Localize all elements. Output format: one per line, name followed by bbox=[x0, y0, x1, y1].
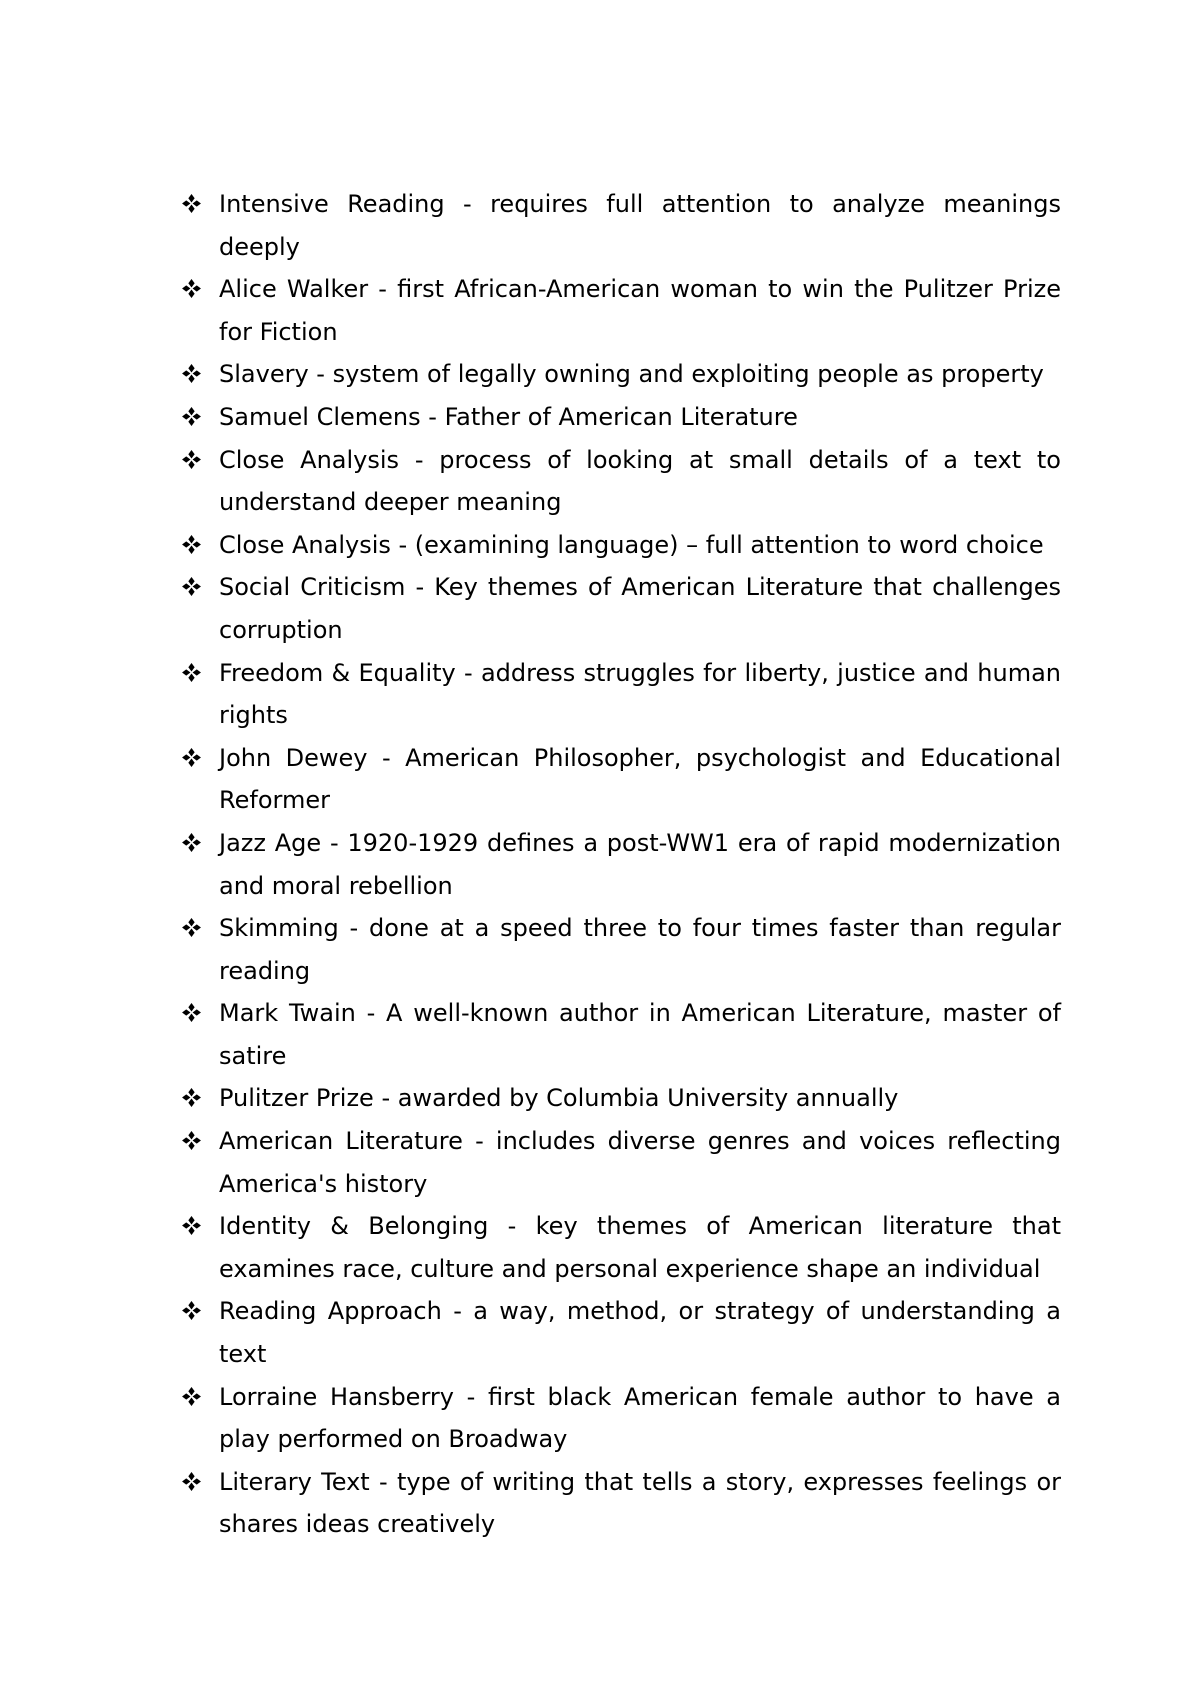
list-item bbox=[181, 1461, 1061, 1546]
list-item bbox=[181, 396, 1061, 439]
note-text: John Dewey - American Philosopher, psychologist and Educational Reformer bbox=[219, 743, 1061, 815]
note-text: Lorraine Hansberry - first black American female author to have a play performed on Broadway bbox=[219, 1382, 1061, 1454]
note-text: Social Criticism - Key themes of American Literature that challenges corruption bbox=[219, 573, 1061, 644]
note-text: Close Analysis - process of looking at small details of a text to understand deeper meaning bbox=[219, 445, 1061, 517]
note-text: Alice Walker - first African-American woman to win the Pulitzer Prize for Fiction bbox=[219, 275, 1061, 346]
four-diamond-bullet-icon bbox=[181, 917, 202, 938]
note-text: Samuel Clemens - Father of American Literature bbox=[219, 402, 798, 431]
note-text: Literary Text - type of writing that tells a story, expresses feelings or shares ideas creatively bbox=[219, 1467, 1061, 1539]
list-item bbox=[181, 1120, 1061, 1205]
four-diamond-bullet-icon bbox=[181, 193, 202, 214]
list-item bbox=[181, 1205, 1061, 1290]
note-text: Identity & Belonging - key themes of American literature that examines race, culture and personal experience shape an individual bbox=[219, 1212, 1061, 1283]
list-item bbox=[181, 652, 1061, 737]
four-diamond-bullet-icon bbox=[181, 1130, 202, 1151]
four-diamond-bullet-icon bbox=[181, 1002, 202, 1023]
four-diamond-bullet-icon bbox=[181, 576, 202, 597]
note-text: Jazz Age - 1920-1929 defines a post-WW1 era of rapid modernization and moral rebellion bbox=[219, 828, 1061, 900]
four-diamond-bullet-icon bbox=[181, 747, 202, 768]
four-diamond-bullet-icon bbox=[181, 1471, 202, 1492]
note-text: Slavery - system of legally owning and exploiting people as property bbox=[219, 360, 1044, 389]
list-item bbox=[181, 907, 1061, 992]
list-item bbox=[181, 992, 1061, 1077]
four-diamond-bullet-icon bbox=[181, 1215, 202, 1236]
four-diamond-bullet-icon bbox=[181, 1087, 202, 1108]
list-item bbox=[181, 524, 1061, 567]
four-diamond-bullet-icon bbox=[181, 1300, 202, 1321]
note-text: Skimming - done at a speed three to four times faster than regular reading bbox=[219, 914, 1061, 985]
four-diamond-bullet-icon bbox=[181, 278, 202, 299]
note-text: Freedom & Equality - address struggles for liberty, justice and human rights bbox=[219, 658, 1061, 730]
note-text: American Literature - includes diverse genres and voices reflecting America's history bbox=[219, 1127, 1061, 1198]
list-item bbox=[181, 1290, 1061, 1375]
note-text: Reading Approach - a way, method, or strategy of understanding a text bbox=[219, 1297, 1061, 1369]
note-text: Pulitzer Prize - awarded by Columbia University annually bbox=[219, 1084, 899, 1113]
list-item bbox=[181, 353, 1061, 396]
note-text: Mark Twain - A well-known author in American Literature, master of satire bbox=[219, 999, 1061, 1070]
four-diamond-bullet-icon bbox=[181, 1386, 202, 1407]
list-item bbox=[181, 822, 1061, 907]
four-diamond-bullet-icon bbox=[181, 406, 202, 427]
four-diamond-bullet-icon bbox=[181, 534, 202, 555]
notes-list bbox=[181, 183, 1061, 1546]
list-item bbox=[181, 737, 1061, 822]
list-item bbox=[181, 268, 1061, 353]
list-item bbox=[181, 1376, 1061, 1461]
note-text: Close Analysis - (examining language) – full attention to word choice bbox=[219, 530, 1044, 559]
four-diamond-bullet-icon bbox=[181, 832, 202, 853]
four-diamond-bullet-icon bbox=[181, 662, 202, 683]
list-item bbox=[181, 566, 1061, 651]
four-diamond-bullet-icon bbox=[181, 363, 202, 384]
list-item bbox=[181, 439, 1061, 524]
list-item bbox=[181, 1077, 1061, 1120]
four-diamond-bullet-icon bbox=[181, 449, 202, 470]
list-item bbox=[181, 183, 1061, 268]
note-text: Intensive Reading - requires full attention to analyze meanings deeply bbox=[219, 190, 1061, 261]
